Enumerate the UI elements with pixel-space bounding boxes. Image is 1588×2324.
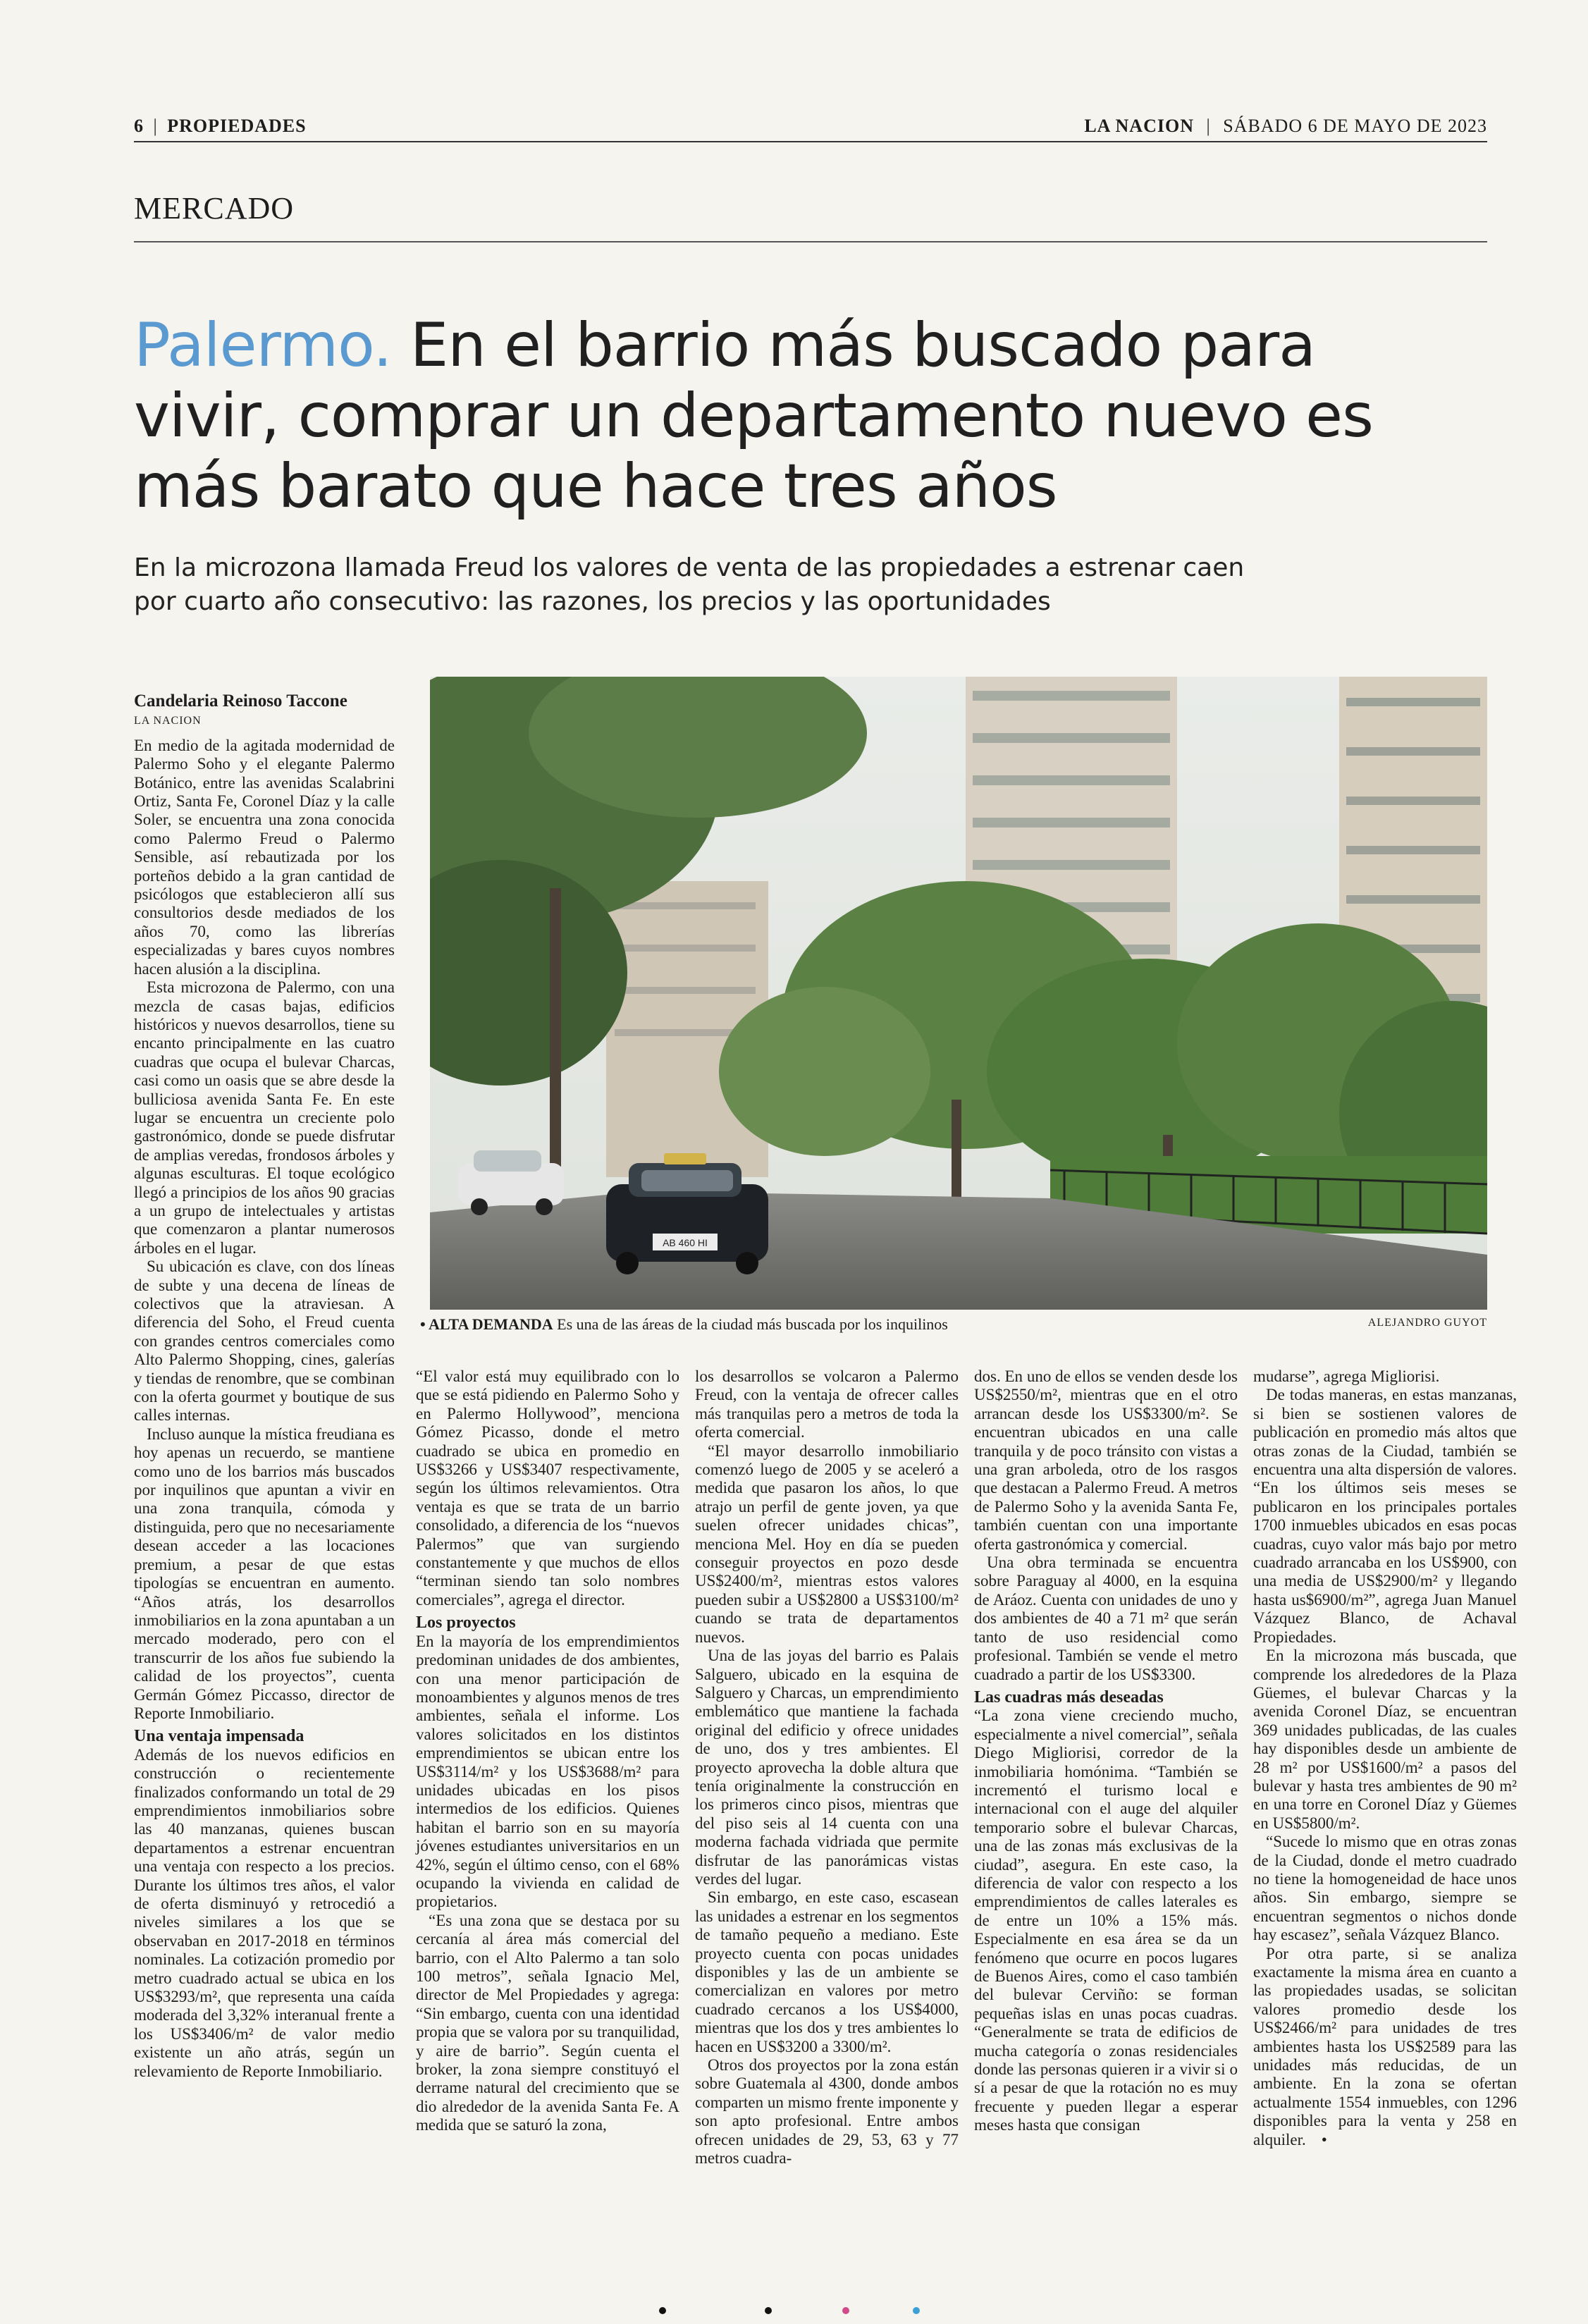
folio-separator-right: | [1206,116,1211,136]
paragraph: los desarrollos se volcaron a Palermo Freud, con la ventaja de ofrecer calles más tranquilas pero a metros de toda la oferta comercial. [695,1367,959,1441]
street-scene-illustration [430,677,1487,1310]
headline [134,310,1417,522]
paragraph: “Es una zona que se destaca por su cercanía al área más comercial del barrio, con el Alto Palermo a tan solo 100 metros”, señala Ignacio Mel, director de Mel Propiedades y agrega: “Sin embargo, cuenta con una identidad propia que se valora por su tranquilidad, y aire de barrio”. Según cuenta el broker, la zona siempre constituyó el derrame natural del crecimiento que se dio alrededor de la avenida Santa Fe. A medida que se saturó la zona, [416,1911,679,2134]
paragraph: mudarse”, agrega Migliorisi. [1253,1367,1440,1385]
paragraph: En medio de la agitada modernidad de Palermo Soho y el elegante Palermo Botánico, entre las avenidas Scalabrini Ortiz, Santa Fe, Coronel Díaz y la calle Soler, se encuentra una zona conocida como Palermo Freud o Palermo Sensible, así rebautizada por los porteños debido a la gran cantidad de psicólogos que establecieron allí sus consultorios desde mediados de los años 70, como las librerías especializadas y bares cuyos nombres hacen alusión a la disciplina. [134,736,395,978]
paragraph: Además de los nuevos edificios en construcción o recientemente finalizados conformando un total de 29 emprendimientos inmobiliarios sobre las 40 manzanas, quienes buscan departamentos a estrenar encuentran una ventaja con respecto a los precios. Durante los últimos tres años, el valor de oferta disminuyó y retrocedió a niveles similares a los que se observaban en 2017-2018 en términos nominales. La cotización promedio por metro cuadrado actual se ubica en los US$3293/m², que representa una caída moderada del 3,32% interanual frente a los US$3406/m² de valor medio existente un año atrás, según un relevamiento de Reporte Inmobiliario. [134,1745,395,2080]
paragraph: Esta microzona de Palermo, con una mezcla de casas bajas, edificios históricos y nuevos desarrollos, tiene su encanto principalmente en las cuatro cuadras que ocupa el bulevar Charcas, casi como un oasis que se abre desde la bulliciosa avenida Santa Fe. En este lugar se encuentra un creciente polo gastronómico, donde se puede disfrutar de amplias veredas, frondosos árboles y algunas esculturas. El toque ecológico llegó a principios de los años 90 gracias a un grupo de intelectuales y artistas que comenzaron a plantar numerosos árboles en el lugar. [134,978,395,1257]
byline-author: Candelaria Reinoso Taccone [134,691,347,711]
newspaper-name: LA NACION [1084,116,1194,136]
paragraph: dos. En uno de ellos se venden desde los US$2550/m², mientras que en el otro arrancan desde los US$3300/m². Se encuentran ubicados en una calle tranquila y de poco tránsito con vistas a una gran arboleda, otro de los rasgos que destacan a Palermo Freud. A metros de Palermo Soho y la avenida Santa Fe, también cuentan con una importante oferta gastronómica y comercial. [974,1367,1238,1553]
caption-label: • ALTA DEMANDA [420,1315,553,1333]
paragraph: Una obra terminada se encuentra sobre Paraguay al 4000, en la esquina de Aráoz. Cuenta con unidades de uno y dos ambientes de 40 a 71 m² que serán tanto de uso residencial como profesional. También se vende el metro cuadrado a partir de los US$3300. [974,1554,1238,1683]
paragraph: Incluso aunque la mística freudiana es hoy apenas un recuerdo, se mantiene como uno de los barrios más buscados por inquilinos que apuntan a vivir en una zona tranquila, cómoda y distinguida, pero que no necesariamente desean acceder a las locaciones premium, a pesar de que estas tipologías se encuentran en aumento. “Años atrás, los desarrollos inmobiliarios en la zona apuntaban a un mercado moderado, pero con el transcurrir de los años fue subiendo la calidad de los proyectos”, cuenta Germán Gómez Piccasso, director de Reporte Inmobiliario. [134,1425,395,1722]
photo-caption [420,1315,1487,1336]
paragraph: “El valor está muy equilibrado con lo que se está pidiendo en Palermo Soho y en Palermo Hollywood”, menciona Gómez Picasso, donde el metro cuadrado se ubica en promedio en US$3266 y US$3407 respectivamente, según los últimos relevamientos. Otra ventaja es que se trata de un barrio consolidado, a diferencia de los “nuevos Palermos” que van surgiendo constantemente y que muchos de ellos “terminan siendo tan solo nombres comerciales”, agrega el director. [416,1367,679,1609]
paragraph-text: Por otra parte, si se analiza exactamente la misma área en cuanto a las propiedades usadas, se solicitan valores promedio desde los US$2466/m² para unidades de tres ambientes hasta los US$2589 para las unidades más reducidas, de un ambiente. En la zona se ofertan actualmente 1554 inmuebles, con 1296 disponibles para la venta y 258 en alquiler. [1253,1944,1517,2148]
paragraph: “Sucede lo mismo que en otras zonas de la Ciudad, donde el metro cuadrado no tiene la homogeneidad de hace unos años. Sin embargo, siempre se encuentran segmentos o nichos donde hay escasez”, señala Vázquez Blanco. [1253,1833,1517,1944]
article-photo [430,677,1487,1310]
section-label-text: MERCADO [134,191,295,226]
deck: En la microzona llamada Freud los valores de venta de las propiedades a estrenar caen por cuarto año consecutivo: las razones, los precios y las oportunidades [134,553,1245,616]
license-plate: AB 460 HI [663,1237,708,1248]
column-5 [1253,1367,1517,2149]
subhead: Los proyectos [416,1613,516,1633]
folio-bar [134,113,1487,142]
page-number: 6 [134,116,144,136]
folio-separator: | [153,116,158,136]
print-registration-marks [634,2304,987,2318]
caption-text: Es una de las áreas de la ciudad más buscada por los inquilinos [553,1315,948,1333]
folio-left [134,116,307,137]
paragraph: Otros dos proyectos por la zona están sobre Guatemala al 4300, donde ambos comparten un mismo frente imponente y son apto profesional. Entre ambos ofrecen unidades de 29, 53, 63 y 77 metros cuadra- [695,2056,959,2168]
paragraph: Una de las joyas del barrio es Palais Salguero, ubicado en la esquina de Salguero y Charcas, un emprendimiento emblemático que mantiene la fachada original del edificio y ofrece unidades de uno, dos y tres ambientes. El proyecto aprovecha la doble altura que tenía originalmente la construcción en los primeros cinco pisos, mientras que del piso seis al 14 cuenta con una moderna fachada vidriada que permite disfrutar de las panorámicas vistas verdes del lugar. [695,1647,959,1888]
byline-organization: LA NACION [134,715,202,727]
column-3 [695,1367,959,2168]
end-mark: • [1321,2130,1327,2148]
photo-credit: ALEJANDRO GUYOT [1367,1317,1487,1329]
paragraph: De todas maneras, en estas manzanas, si bien se sostienen valores de publicación en promedio más altos que otras zonas de la Ciudad, también se encuentra una alta dispersión de valores. “En los últimos seis meses se publicaron en los principales portales 1700 inmuebles ubicados en esas pocas cuadras, cuyo valor más bajo por metro cuadrado arrancaba en los US$900, con una media de US$2900/m² y llegando hasta us$6900/m²”, agrega Juan Manuel Vázquez Blanco, de Achaval Propiedades. [1253,1386,1517,1646]
paragraph: En la mayoría de los emprendimientos predominan unidades de dos ambientes, con una menor participación de monoambientes y algunos menos de tres ambientes, señala el informe. Los valores solicitados en los distintos emprendimientos se ubican entre los US$3114/m² y los US$3688/m² para unidades ubicadas en los pisos intermedios de los edificios. Quienes habitan el barrio son en su mayoría jóvenes estudiantes universitarios en un 42%, según el último censo, con el 68% ocupando la vivienda en calidad de propietarios. [416,1632,679,1911]
column-1 [134,692,395,2081]
headline-kicker: Palermo. [134,310,392,381]
headline-text: En el barrio más buscado para vivir, comprar un departamento nuevo es más barato que hace tres años [134,310,1373,522]
section-label [134,190,1487,242]
paragraph: En la microzona más buscada, que comprende los alrededores de la Plaza Güemes, el bulevar Charcas y la avenida Coronel Díaz, se encuentran 369 unidades publicadas, de las cuales hay disponibles desde un ambiente de 28 m² por US$1600/m² a pasos del bulevar y hasta tres ambientes de 90 m² en una torre en Coronel Díaz y Güemes en US$5800/m². [1253,1647,1517,1832]
subhead: Las cuadras más deseadas [974,1687,1164,1707]
folio-right [1084,116,1487,137]
column-4 [974,1367,1238,2135]
paragraph: “El mayor desarrollo inmobiliario comenzó luego de 2005 y se aceleró a medida que pasaron los años, lo que atrajo un perfil de gente joven, ya que suelen ofrecer unidades chicas”, menciona Mel. Hoy en día se pueden conseguir proyectos en pozo desde US$2400/m², mientras estos valores pueden subir a US$2800 a US$3100/m² cuando se trata de departamentos nuevos. [695,1441,959,1646]
issue-date: SÁBADO 6 DE MAYO DE 2023 [1223,116,1487,136]
subhead: Una ventaja impensada [134,1727,304,1746]
paragraph [1253,1945,1517,2149]
column-2 [416,1367,679,2135]
paragraph: Su ubicación es clave, con dos líneas de subte y una decena de líneas de colectivos que la atraviesan. A diferencia del Soho, el Freud cuenta con grandes centros comerciales como Alto Palermo Shopping, cines, galerías y tiendas de renombre, que se combinan con la oferta gourmet y boutique de sus calles internas. [134,1258,395,1425]
section-name: PROPIEDADES [167,116,307,136]
paragraph: “La zona viene creciendo mucho, especialmente a nivel comercial”, señala Diego Migliorisi, corredor de la inmobiliaria homónima. “También se incrementó el turismo local e internacional con el auge del alquiler temporario sobre el bulevar Charcas, una de las zonas más exclusivas de la ciudad”, asegura. En este caso, la diferencia de valor con respecto a los emprendimientos de calles laterales es de entre un 10% a 15% más. Especialmente en esa área se da un fenómeno que ocurre en pocos lugares de Buenos Aires, como el caso también del bulevar Cerviño: se forman pequeñas islas en unas pocas cuadras. “Generalmente se trata de edificios de mucha categoría o zonas residenciales donde las personas quieren ir a vivir si o sí a pesar de que la rotación no es muy frecuente y pueden llegar a esperar meses hasta que consigan [974,1707,1238,2134]
paragraph: Sin embargo, en este caso, escasean las unidades a estrenar en los segmentos de tamaño pequeño a mediano. Este proyecto cuenta con pocas unidades disponibles y las de un ambiente se comercializan en valores por metro cuadrado cercanos a los US$4000, mientras que los dos y tres ambientes lo hacen en US$3200 a 3300/m². [695,1888,959,2055]
